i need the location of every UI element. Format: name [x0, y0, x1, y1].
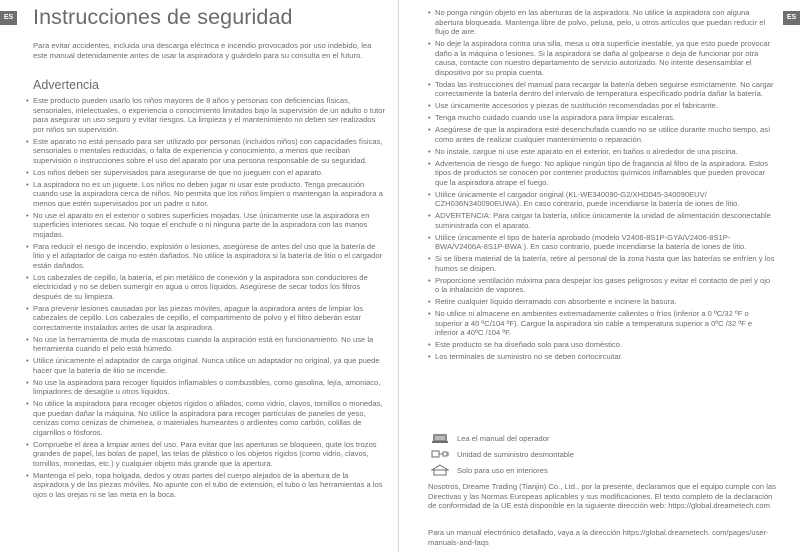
page-divider: [398, 0, 399, 552]
bullet-icon: •: [26, 272, 29, 282]
list-item: • Para reducir el riesgo de incendio, explosión o lesiones, asegúrese de antes del uso que la batería de litio y el adaptador de carga no estén dañados. No utilice la aspiradora si la batería de litio o el cargador están dañados.: [26, 241, 383, 270]
list-item: • Este producto pueden usarlo los niños mayores de 8 años y personas con deficiencias físicas, sensoriales, intelectuales, o experiencia o conocimiento limitados bajo la supervisión de un adulto o tutor para asegurar un uso seguro y evitar riesgos. La limpieza y el mantenimiento no deben ser realizados por niños sin supervisión.: [26, 96, 386, 134]
indoor-use-icon: [431, 464, 449, 476]
bullet-icon: •: [428, 189, 431, 199]
bullet-icon: •: [26, 470, 29, 480]
bullet-icon: •: [26, 136, 29, 146]
list-item: • No utilice la aspiradora para recoger objetos rígidos o afilados, como vidrio, clavos, tornillos o monedas, que puedan dañar la máquina. No utilice la aspiradora para recoger partículas de paneles de yeso, cenizas como cenizas de chimenea, o materiales humeantes o ardientes como carbón, colillas de cigarrillos o fósforos.: [26, 399, 383, 437]
bullet-icon: •: [428, 340, 431, 349]
bullet-icon: •: [428, 275, 431, 285]
bullet-icon: •: [26, 96, 29, 105]
list-item: • No use el aparato en el exterior o sobres superficies mojadas. Use únicamente use la aspiradora en superficies interiores secas. No toque el enchufe o ni ninguna parte de la aspiradora con las manos mojadas.: [26, 210, 370, 239]
language-tab: ES: [783, 11, 800, 25]
bullet-icon: •: [428, 146, 431, 156]
list-item: • Los cabezales de cepillo, la batería, el pin metálico de conexión y la aspiradora son conductores de electricidad y no se deben sumergir en agua u otros líquidos. Asegúrese de secar todos los filtros después de su limpieza.: [26, 272, 368, 301]
list-item: • Para prevenir lesiones causadas por las piezas móviles, apague la aspiradora antes de limpiar los cabezales de cepillo. Los cabezales de cepillo, el compartimento de polvo y el filtro deberán estar correctamente instalados antes de usar la aspiradora.: [26, 303, 364, 332]
bullet-icon: •: [26, 241, 29, 251]
legend-label: Unidad de suministro desmontable: [457, 449, 574, 459]
legend-row: [431, 431, 549, 445]
bullet-icon: •: [428, 254, 431, 263]
list-item: • Este aparato no está pensado para ser utilizado por personas (incluidos niños) con capacidades físicas, sensoriales o mentales reducidas, o falta de experiencia y conocimiento, a menos que reciban supervisión o instrucciones sobre el uso del aparato por una persona responsable de su seguridad.: [26, 136, 383, 165]
list-item: • Utilice únicamente el cargador original (KL-WE340090-G2/XHD045-340090EUV/ CZH036N340090EUWA). En caso contrario, puede incendiarse la batería de iones de litio.: [428, 189, 740, 208]
bullet-icon: •: [26, 179, 29, 189]
declaration-paragraph: Nosotros, Dreame Trading (Tianjin) Co., Ltd., por la presente, declaramos que el equipo cumple con las Directivas y las Normas Europeas aplicables y sus modificaciones. El texto completo de la declaración de conformidad de la UE está disponible en la siguiente dirección web: https://global.dreametech.com: [428, 482, 776, 511]
left-page: [0, 0, 398, 552]
bullet-icon: •: [26, 356, 29, 365]
bullet-icon: •: [428, 352, 431, 361]
list-item: • No use la aspiradora para recoger líquidos inflamables o combustibles, como gasolina, lejía, amoniaco, limpiadores de desagüe u otros líquidos.: [26, 377, 381, 396]
bullet-icon: •: [26, 334, 29, 344]
list-item: • Advertencia de riesgo de fuego: No aplique ningún tipo de fragancia al filtro de la aspiradora. Estos tipos de productos se conocen por contener productos químicos inflamables que pueden provocar que la aspiradora atrape el fuego.: [428, 158, 769, 187]
bullet-icon: •: [428, 158, 431, 168]
detachable-supply-unit-icon: [431, 448, 449, 460]
legend-row: [431, 463, 548, 477]
bullet-icon: •: [428, 39, 431, 48]
legend-row: [431, 447, 574, 461]
bullet-icon: •: [428, 8, 431, 17]
list-item: • No deje la aspiradora contra una silla, mesa u otra superficie inestable, ya que esto puede provocar daño a la máquina o lesiones. Si la aspiradora se daña al golpearse o deja de funcionar por otra causa, contacte con nuestro departamento de servicio autorizado. No intente desensamblar el dispositivo por su propia cuenta.: [428, 39, 771, 77]
list-item: • Este producto se ha diseñado solo para uso doméstico.: [428, 340, 623, 349]
page-title: Instrucciones de seguridad: [33, 5, 293, 29]
list-item: • La aspiradora no es un juguete. Los niños no deben jugar ni usar este producto. Tenga precaución cuando use la aspiradora cerca de niños. No permita que los niños limpien o mantengan la aspiradora a menos que estén supervisados por un padre o tutor.: [26, 179, 383, 208]
list-item: • Tenga mucho cuidado cuando use la aspiradora para limpiar escaleras.: [428, 113, 676, 122]
bullet-icon: •: [428, 113, 431, 122]
list-item: • No utilice ni almacene en ambientes extremadamente calientes o fríos (inferior a 0 ºC/32 ºF o superior a 40 ºC/104 ºF). Cargue la aspiradora sin cable a temperatura superior a 0ºC /32 ºF e inferior a 40ºC /104 ºF.: [428, 309, 753, 337]
bullet-icon: •: [26, 303, 29, 313]
bullet-icon: •: [26, 377, 29, 387]
manual-link-paragraph: Para un manual electrónico detallado, vaya a la dirección https://global.dreametech. com/pages/user-manuals-and-faqs: [428, 528, 769, 547]
list-item: • Utilice únicamente el tipo de batería aprobado (modelo V2406-8S1P-GYA/V2406-8S1P-BWA/V2406A-8S1P-BWA ). En caso contrario, puede incendiarse la batería de iones de litio.: [428, 232, 747, 251]
list-item: • Compruebe el área a limpiar antes del uso. Para evitar que las aperturas se bloqueen, quite los trozos grandes de papel, las bolas de papel, las telas de plástico o los objetos rígidos (como vidrio, clavos, tornillos, monedas, etc.) y cualquier objeto más grande que la apertura.: [26, 439, 377, 468]
bullet-icon: •: [428, 125, 431, 134]
bullet-icon: •: [428, 211, 431, 220]
bullet-icon: •: [428, 79, 431, 89]
bullet-icon: •: [428, 309, 431, 318]
left-warning-list: [26, 96, 386, 499]
list-item: • Los terminales de suministro no se deben cortocircuitar.: [428, 352, 623, 361]
list-item: • Use únicamente accesorios y piezas de sustitución recomendadas por el fabricante.: [428, 101, 718, 110]
bullet-icon: •: [26, 167, 29, 177]
list-item: • Retire cualquier líquido derramado con absorbente e incinere la basura.: [428, 297, 677, 306]
right-page: [401, 0, 800, 552]
list-item: • Proporcione ventilación máxima para despejar los gases peligrosos y evitar el contacto de piel y ojo o la inhalación de vapores.: [428, 275, 771, 294]
bullet-icon: •: [428, 232, 431, 242]
list-item: • No instale, cargue ni use este aparato en el exterior, en baños o alrededor de una piscina.: [428, 146, 738, 156]
list-item: • No use la herramienta de muda de mascotas cuando la aspiración está en funcionamiento. No use la herramienta cuando el pelo está húmedo.: [26, 334, 374, 353]
legend-label: Solo para uso en interiores: [457, 465, 548, 475]
list-item: • Los niños deben ser supervisados para asegurarse de que no jueguen con el aparato.: [26, 167, 324, 177]
warning-heading: Advertencia: [33, 78, 100, 92]
right-warning-list: [428, 8, 775, 362]
list-item: • Si se libera material de la batería, retire al personal de la zona hasta que las baterías se enfríen y los humos se disipen.: [428, 254, 775, 273]
bullet-icon: •: [428, 101, 431, 110]
intro-paragraph: Para evitar accidentes, incluida una descarga eléctrica e incendio provocados por uso indebido, lea este manual detenidamente antes de usar la aspiradora y guárdelo para su consulta en el futuro.: [33, 41, 372, 60]
list-item: • Todas las instrucciones del manual para recargar la batería deben seguirse estrictamente. No cargar correctamente la batería dentro del intervalo de temperatura especificado podría dañar la batería.: [428, 79, 774, 98]
bullet-icon: •: [26, 210, 29, 220]
list-item: • No ponga ningún objeto en las aberturas de la aspiradora. No utilice la aspiradora con alguna abertura bloqueada. Mantenga libre de polvo, pelusa, pelo, u otros artículos que puedan reducir el flujo de aire.: [428, 8, 766, 36]
list-item: • Asegúrese de que la aspiradora esté desenchufada cuando no se utilice durante mucho tiempo, así como antes de realizar cualquier mantenimiento o reparación.: [428, 125, 771, 144]
list-item: • Mantenga el pelo, ropa holgada, dedos y otras partes del cuerpo alejados de la abertura de la aspiradora y de las piezas móviles. No apunte con el tubo de extensión, el tubo o las herramientas a los ojos o las orejas ni se las meta en la boca.: [26, 470, 383, 499]
bullet-icon: •: [26, 439, 29, 449]
language-tab: ES: [0, 11, 17, 25]
bullet-icon: •: [428, 297, 431, 306]
read-manual-icon: [431, 432, 449, 444]
list-item: • Utilice únicamente el adaptador de carga original. Nunca utilice un adaptador no original, ya que puede hacer que la batería de litio se incendie.: [26, 356, 380, 375]
list-item: • ADVERTENCIA: Para cargar la batería, utilice únicamente la unidad de alimentación desconectable suministrada con el aparato.: [428, 211, 771, 230]
bullet-icon: •: [26, 399, 29, 408]
legend-label: Lea el manual del operador: [457, 433, 550, 443]
